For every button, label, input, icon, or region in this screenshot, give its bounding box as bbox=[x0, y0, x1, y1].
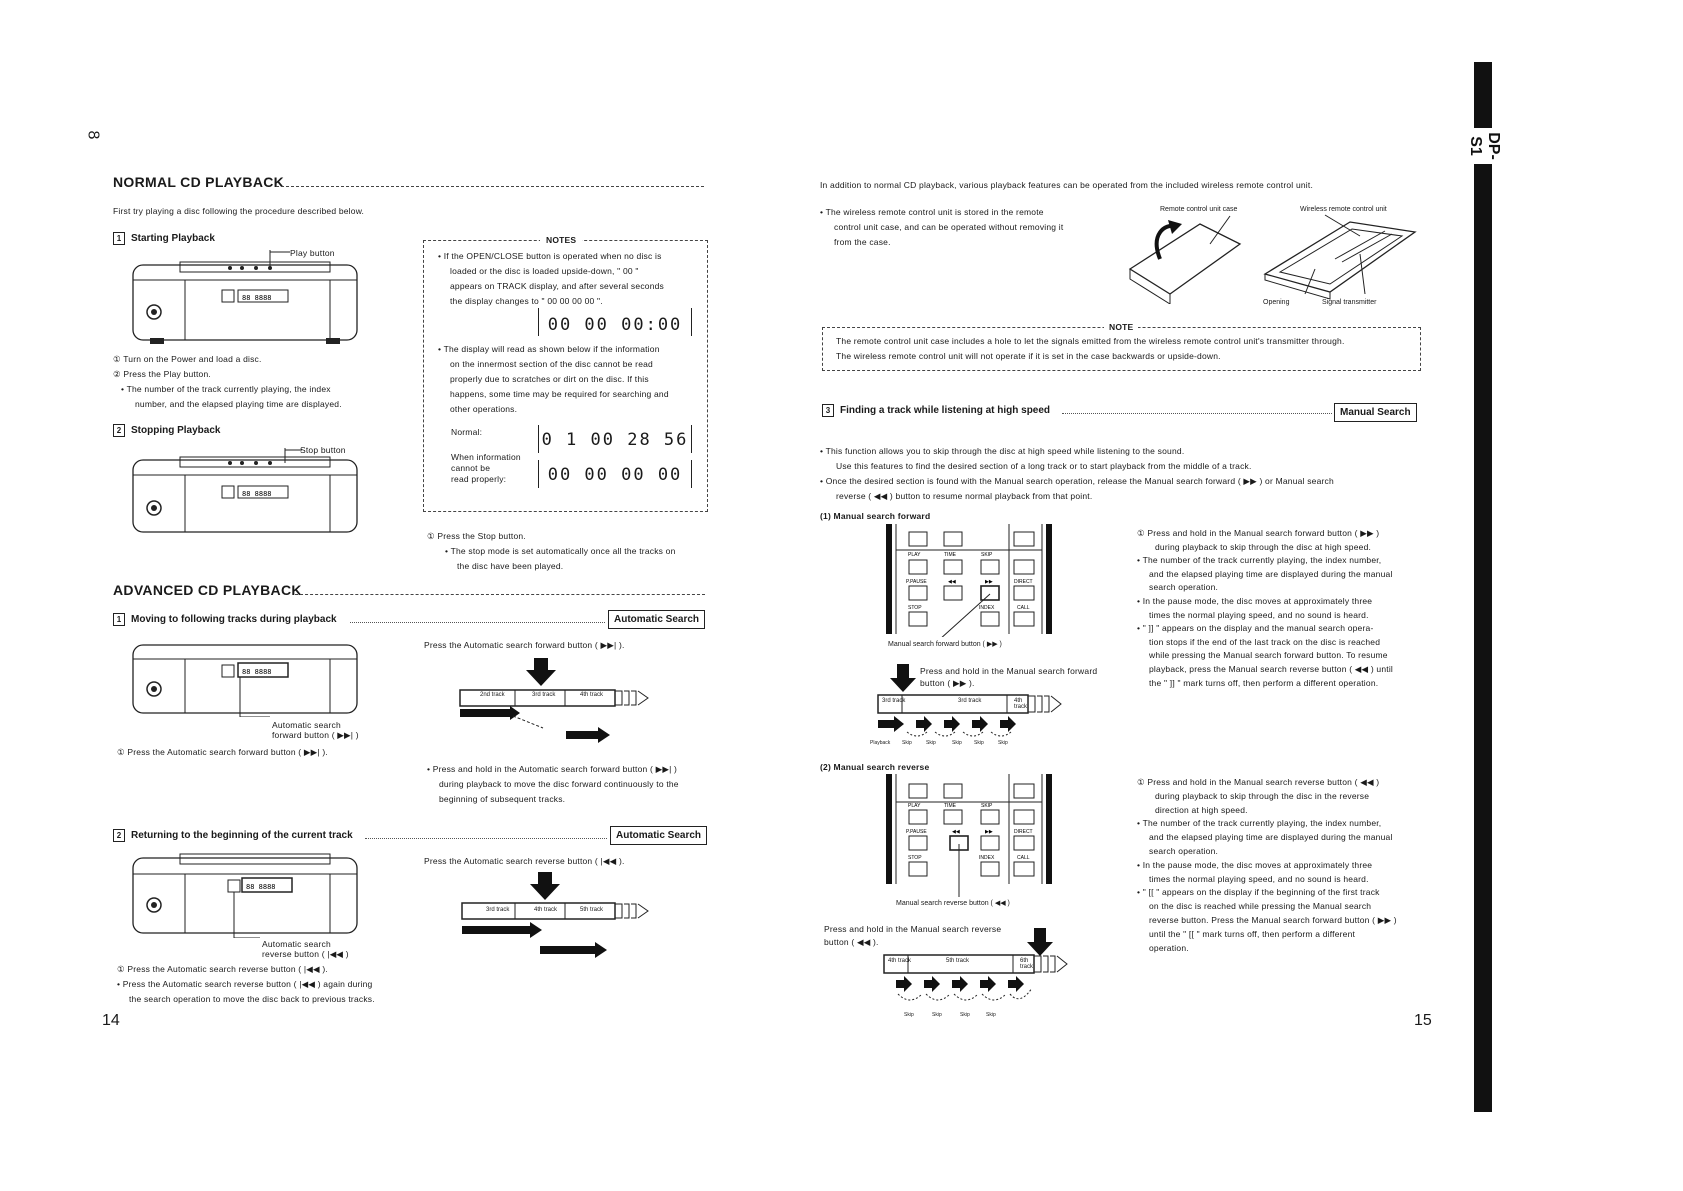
svg-text:88 8888: 88 8888 bbox=[242, 294, 272, 302]
reverse-text: ① Press and hold in the Manual search reverse button ( ◀◀ ) during playback to skip through the disc in the reverse direction at high speed. • The number of the track currently playing, the index number, and the elapsed playing time are displayed during the manual search operation. • In the pause mode, the disc moves at approximately three times the normal playing speed, and no sound is heard. • " [[ " appears on the display if the beginning of the first track on the disc is reached while pressing the Manual search reverse button. Press the Manual search forward button ( ▶▶ ) until the " [[ " mark turns off, then perform a different operation. bbox=[1137, 777, 1397, 953]
divider bbox=[295, 594, 705, 595]
label-remote-unit: Wireless remote control unit bbox=[1300, 206, 1387, 213]
cd-player-illustration bbox=[130, 448, 360, 538]
right-intro: In addition to normal CD playback, various playback features can be operated from the included wireless remote control unit. bbox=[820, 180, 1314, 190]
notes-title: NOTES bbox=[540, 233, 582, 248]
notes-paragraph-1: • If the OPEN/CLOSE button is operated when no disc is loaded or the disc is loaded upside-down, " 00 " appears on TRACK display, and after several seconds the display changes to " 00 00 00 00 ". bbox=[438, 251, 664, 306]
page-number-top: 8 bbox=[84, 130, 102, 140]
press-hold-forward: Press and hold in the Manual search forward button ( ▶▶ ). bbox=[920, 666, 1098, 688]
moving-step: ① Press the Automatic search forward button ( ▶▶| ). bbox=[117, 747, 328, 757]
note-lines: The remote control unit case includes a hole to let the signals emitted from the wireless remote control unit's transmitter through. The wireless remote control unit will not operate if it is set in the case backwards or upside-down. bbox=[836, 336, 1345, 361]
intro-text: First try playing a disc following the procedure described below. bbox=[113, 206, 365, 216]
svg-text:◀◀: ◀◀ bbox=[948, 579, 956, 585]
section-title-normal: NORMAL CD PLAYBACK bbox=[113, 174, 285, 190]
heading-manual-forward: (1) Manual search forward bbox=[820, 511, 931, 521]
remote-illustration bbox=[1120, 214, 1420, 304]
leader-dots bbox=[1062, 413, 1332, 414]
model-label: DP-S1 bbox=[1466, 128, 1502, 164]
manual-reverse-diagram bbox=[878, 928, 1078, 1018]
svg-text:88 8888: 88 8888 bbox=[246, 883, 276, 891]
svg-text:TIME: TIME bbox=[944, 803, 956, 809]
svg-text:TIME: TIME bbox=[944, 552, 956, 558]
svg-text:P.PAUSE: P.PAUSE bbox=[906, 829, 927, 835]
notes-paragraph-2: • The display will read as shown below if the information on the innermost section of the disc cannot be read properly due to scratches or dirt on the disc. If this happens, some time may be required for searching and other operations. bbox=[438, 344, 669, 414]
callout-play: Play button bbox=[290, 248, 335, 258]
lcd-display-fail: 00 00 00 00 bbox=[538, 460, 692, 488]
forward-text: ① Press and hold in the Manual search forward button ( ▶▶ ) during playback to skip through the disc at high speed. • The number of the track currently playing, the index number, and the elapsed playing time are displayed during the manual search operation. • In the pause mode, the disc moves at approximately three times the normal playing speed, and no sound is heard. • " ]] " appears on the display and the manual search opera- tion stops if the end of the last track on the disc is reached while pressing the Manual search forward button. To resume playback, press the Manual search reverse button ( ◀◀ ) until the " ]] " mark turns off, then perform a different operation. bbox=[1137, 528, 1394, 688]
track-diagram-forward bbox=[458, 658, 658, 748]
subsection-moving: 1 Moving to following tracks during playback bbox=[113, 613, 337, 626]
subsection-finding: 3 Finding a track while listening at high speed bbox=[822, 404, 1050, 417]
svg-text:CALL: CALL bbox=[1017, 855, 1030, 861]
finding-bullets: • This function allows you to skip through the disc at high speed while listening to the sound. Use this features to find the desired section of a long track or to start playback from the middle of a track. • Once the desired section is found with the Manual search operation, release the Manual search forward ( ▶▶ ) or Manual search reverse ( ◀◀ ) button to resume normal playback from that point. bbox=[820, 446, 1334, 501]
cd-player-illustration bbox=[130, 848, 360, 938]
note-title: NOTE bbox=[1104, 320, 1138, 335]
callout-auto-reverse: Automatic search reverse button ( |◀◀ ) bbox=[262, 939, 349, 959]
fail-label: When information cannot be read properly: bbox=[451, 452, 521, 484]
normal-label: Normal: bbox=[451, 427, 483, 437]
svg-text:◀◀: ◀◀ bbox=[952, 829, 960, 835]
svg-text:DIRECT: DIRECT bbox=[1014, 579, 1033, 585]
cd-player-illustration bbox=[130, 637, 360, 717]
page-number-right: 15 bbox=[1414, 1012, 1432, 1029]
automatic-search-tag: Automatic Search bbox=[610, 826, 707, 845]
svg-text:STOP: STOP bbox=[908, 855, 922, 861]
moving-instruction: Press the Automatic search forward button ( ▶▶| ). bbox=[424, 640, 625, 650]
leader-dots bbox=[350, 622, 605, 623]
svg-text:INDEX: INDEX bbox=[979, 855, 995, 861]
section-title-advanced: ADVANCED CD PLAYBACK bbox=[113, 582, 302, 598]
subsection-returning: 2 Returning to the beginning of the current track bbox=[113, 829, 353, 842]
model-tab bbox=[1474, 62, 1492, 1112]
subsection-starting: 1 Starting Playback bbox=[113, 232, 215, 245]
label-signal-transmitter: Signal transmitter bbox=[1322, 299, 1377, 306]
label-opening: Opening bbox=[1263, 299, 1290, 306]
remote-keypad-forward bbox=[884, 522, 1054, 637]
track-diagram-reverse bbox=[460, 872, 660, 967]
svg-text:SKIP: SKIP bbox=[981, 552, 993, 558]
heading-manual-reverse: (2) Manual search reverse bbox=[820, 762, 930, 772]
leader-dots bbox=[365, 838, 607, 839]
callout-stop: Stop button bbox=[300, 445, 346, 455]
manual-forward-diagram bbox=[872, 664, 1072, 744]
svg-text:SKIP: SKIP bbox=[981, 803, 993, 809]
lcd-display-normal: 0 1 00 28 56 bbox=[538, 425, 692, 453]
remote-keypad-reverse bbox=[884, 772, 1054, 897]
svg-text:DIRECT: DIRECT bbox=[1014, 829, 1033, 835]
label-remote-case: Remote control unit case bbox=[1160, 206, 1238, 213]
svg-text:PLAY: PLAY bbox=[908, 552, 921, 558]
returning-instruction: Press the Automatic search reverse button ( |◀◀ ). bbox=[424, 856, 625, 866]
divider bbox=[276, 186, 704, 187]
svg-text:INDEX: INDEX bbox=[979, 605, 995, 611]
press-hold-reverse: Press and hold in the Manual search reverse button ( ◀◀ ). bbox=[824, 924, 1002, 947]
remote-text: • The wireless remote control unit is stored in the remote control unit case, and can be operated without removing it from the case. bbox=[820, 207, 1064, 247]
svg-text:88 8888: 88 8888 bbox=[242, 668, 272, 676]
svg-text:STOP: STOP bbox=[908, 605, 922, 611]
cd-player-illustration bbox=[130, 250, 360, 345]
automatic-search-tag: Automatic Search bbox=[608, 610, 705, 629]
svg-text:▶▶: ▶▶ bbox=[985, 829, 993, 835]
svg-text:P.PAUSE: P.PAUSE bbox=[906, 579, 927, 585]
svg-text:PLAY: PLAY bbox=[908, 803, 921, 809]
callout-manual-reverse: Manual search reverse button ( ◀◀ ) bbox=[896, 900, 1010, 907]
svg-text:CALL: CALL bbox=[1017, 605, 1030, 611]
page-number-left: 14 bbox=[102, 1012, 120, 1029]
starting-steps: ① Turn on the Power and load a disc. ② Press the Play button. • The number of the track currently playing, the index number, and the elapsed playing time are displayed. bbox=[113, 354, 342, 409]
subsection-stopping: 2 Stopping Playback bbox=[113, 424, 220, 437]
callout-manual-forward: Manual search forward button ( ▶▶ ) bbox=[888, 641, 1002, 648]
svg-text:88 8888: 88 8888 bbox=[242, 490, 272, 498]
returning-steps: ① Press the Automatic search reverse button ( |◀◀ ). • Press the Automatic search reverse button ( |◀◀ ) again during the search operation to move the disc back to previous tracks. bbox=[117, 964, 375, 1004]
stop-steps: ① Press the Stop button. • The stop mode is set automatically once all the tracks on the disc have been played. bbox=[427, 531, 676, 571]
manual-search-tag: Manual Search bbox=[1334, 403, 1417, 422]
callout-auto-forward: Automatic search forward button ( ▶▶| ) bbox=[272, 720, 359, 740]
lcd-display-1: 00 00 00:00 bbox=[538, 308, 692, 336]
moving-note: • Press and hold in the Automatic search forward button ( ▶▶| ) during playback to move the disc forward continuously to the beginning of subsequent tracks. bbox=[427, 764, 679, 804]
svg-text:▶▶: ▶▶ bbox=[985, 579, 993, 585]
